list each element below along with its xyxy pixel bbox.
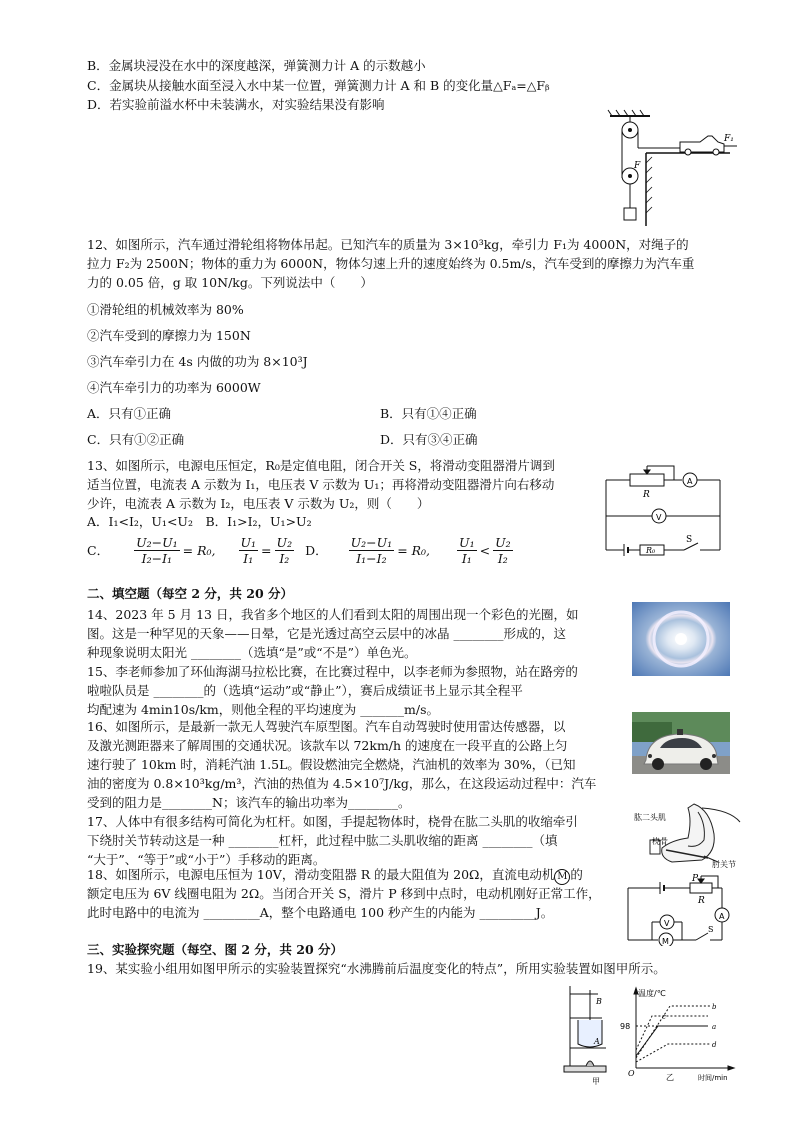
q18-motor-label: M — [662, 937, 669, 946]
section-2-heading: 二、填空题（每空 2 分，共 20 分） — [87, 586, 294, 601]
graph-line-c: c — [662, 1013, 666, 1021]
d2b-num: U₂ — [495, 534, 511, 550]
q18-voltmeter-label: V — [664, 919, 670, 928]
q16-line1: 16、如图所示，是最新一款无人驾驶汽车原型图。汽车自动驾驶时使用雷达传感器，以 — [87, 719, 566, 734]
c2b-fraction — [275, 535, 295, 566]
biceps-label: 肱二头肌 — [634, 813, 666, 822]
q17-line1: 17、人体中有很多结构可简化为杠杆。如图，手提起物体时，桡骨在肱二头肌的收缩牵引 — [87, 814, 578, 829]
q13-s-label: S — [686, 535, 693, 545]
graph-y-label: 温度/℃ — [638, 989, 666, 998]
boiling-apparatus-figure — [560, 980, 620, 1088]
q12-option-b[interactable]: B．只有①④正确 — [380, 406, 477, 421]
d1-rhs: = R₀, — [397, 542, 431, 558]
q13-options-ab[interactable]: A．I₁<I₂，U₁<U₂ B．I₁>I₂，U₁>U₂ — [87, 514, 312, 529]
c2-fraction — [239, 535, 259, 566]
arm-lever-figure — [632, 800, 747, 870]
q16-line3: 速行驶了 10km 时，消耗汽油 1.5L。假设燃油完全燃烧，汽油机的效率为 30%，（已知 — [87, 757, 576, 772]
c2-op: = — [261, 542, 272, 558]
graph-x-label: 时间/min — [698, 1074, 728, 1082]
motor-symbol: M — [554, 869, 570, 885]
self-driving-car-photo — [632, 712, 730, 774]
q13-option-c-label: C． — [87, 543, 110, 558]
q12-statement-4: ④汽车牵引力的功率为 6000W — [87, 380, 261, 395]
graph-yi-label: 乙 — [666, 1073, 674, 1082]
q18-line3: 此时电路中的电流为 _________A，整个电路通电 100 秒产生的内能为 _________J。 — [87, 905, 554, 920]
q18-circuit-figure — [622, 870, 734, 946]
q17-line3: “大于”、“等于”或“小于”）手移动的距离。 — [87, 852, 326, 867]
c1-den: I₂−I₁ — [141, 550, 173, 566]
q12-statement-2: ②汽车受到的摩擦力为 150N — [87, 328, 251, 343]
elbow-joint-label: 肘关节 — [712, 860, 736, 869]
q18-p-label: P — [692, 874, 699, 884]
q13-ammeter-label: A — [687, 477, 693, 486]
q13-line1: 13、如图所示，电源电压恒定，R₀是定值电阻，闭合开关 S，将滑动变阻器滑片调到 — [87, 458, 555, 473]
d2-den: I₁ — [461, 550, 472, 566]
q13-options-cd[interactable] — [87, 532, 516, 568]
apparatus-jia-label: 甲 — [592, 1077, 600, 1086]
q13-option-d-label: D． — [305, 543, 328, 558]
q13-circuit-figure — [600, 458, 730, 558]
q16-line5: 受到的阻力是________N；该汽车的输出功率为________。 — [87, 795, 411, 810]
q18-ammeter-label: A — [719, 912, 725, 921]
graph-line-d: d — [712, 1041, 717, 1049]
c1-fraction — [134, 535, 180, 566]
apparatus-a-label: A — [594, 1037, 600, 1046]
graph-line-a: a — [712, 1023, 717, 1031]
q12-line2: 拉力 F₂为 2500N；物体的重力为 6000N，物体匀速上升的速度始终为 0.5m/s，汽车受到的摩擦力为汽车重 — [87, 256, 695, 271]
temperature-graph-figure — [618, 986, 736, 1082]
q18-line2: 额定电压为 6V 线圈电阻为 2Ω。当闭合开关 S，滑片 P 移到中点时，电动机刚好正常工作， — [87, 886, 601, 901]
q17-line2: 下绕肘关节转动这是一种 ________杠杆，此过程中肱二头肌收缩的距离 ________（填 — [87, 833, 558, 848]
q13-voltmeter-label: V — [656, 513, 662, 522]
c2-num: U₁ — [240, 534, 257, 550]
graph-line-b: b — [712, 1003, 717, 1011]
q18-r-label: R — [698, 896, 705, 906]
d2-num: U₁ — [459, 534, 475, 550]
q18-line1-text: 18、如图所示，电源电压恒为 10V，滑动变阻器 R 的最大阻值为 20Ω，直流电动机 — [87, 867, 555, 882]
q14-line2: 图。这是一种罕见的天象——日晕，它是光透过高空云层中的冰晶 ________形成的，这 — [87, 626, 566, 641]
force-f1-label: F₁ — [724, 134, 734, 144]
apparatus-b-label: B — [596, 997, 602, 1006]
radius-bone-label: 桡骨 — [652, 837, 668, 846]
option-c-prev: C．金属块从接触水面至浸入水中某一位置，弹簧测力计 A 和 B 的变化量△Fₐ=△Fᵦ — [87, 78, 550, 93]
q12-line3: 力的 0.05 倍，g 取 10N/kg。下列说法中（ ） — [87, 275, 373, 290]
d2b-fraction — [493, 535, 513, 566]
q18-line1 — [87, 866, 583, 885]
q12-option-d[interactable]: D．只有③④正确 — [380, 432, 478, 447]
force-f-label: F — [634, 161, 641, 171]
d2b-den: I₂ — [497, 550, 508, 566]
q12-statement-1: ①滑轮组的机械效率为 80% — [87, 302, 244, 317]
c1-num: U₂−U₁ — [136, 534, 178, 550]
sun-halo-photo — [632, 602, 730, 676]
q18-s-label: S — [708, 925, 714, 934]
graph-origin-label: O — [628, 1069, 635, 1078]
q12-option-c[interactable]: C．只有①②正确 — [87, 432, 185, 447]
q19-line1: 19、某实验小组用如图甲所示的实验装置探究“水沸腾前后温度变化的特点”，所用实验装置如图甲所示。 — [87, 961, 666, 976]
q15-line1: 15、李老师参加了环仙海湖马拉松比赛，在比赛过程中，以李老师为参照物，站在路旁的 — [87, 664, 578, 679]
d1-num: U₂−U₁ — [350, 534, 393, 550]
q13-r-label: R — [643, 490, 650, 500]
q14-line3: 种现象说明太阳光 ________（选填“是”或“不是”）单色光。 — [87, 645, 417, 660]
q16-line2: 及激光测距器来了解周围的交通状况。该款车以 72km/h 的速度在一段平直的公路上匀 — [87, 738, 568, 753]
q15-line2: 啦啦队员是 ________的（选填“运动”或“静止”），赛后成绩证书上显示其全程平 — [87, 683, 523, 698]
q15-line3: 均配速为 4min10s/km，则他全程的平均速度为 _______m/s。 — [87, 702, 439, 717]
d2-fraction — [457, 535, 477, 566]
q16-line4: 油的密度为 0.8×10³kg/m³，汽油的热值为 4.5×10⁷J/kg，那么，在这段运动过程中：汽车 — [87, 776, 597, 791]
q13-line3: 少许，电流表 A 示数为 I₂，电压表 V 示数为 U₂，则（ ） — [87, 496, 430, 511]
option-d-prev: D．若实验前溢水杯中未装满水，对实验结果没有影响 — [87, 97, 385, 112]
q12-statement-3: ③汽车牵引力在 4s 内做的功为 8×10³J — [87, 354, 308, 369]
q13-r0-label: R₀ — [646, 546, 656, 555]
section-3-heading: 三、实验探究题（每空、图 2 分，共 20 分） — [87, 942, 344, 957]
d1-den: I₁−I₂ — [356, 550, 387, 566]
q18-line1-tail: 的 — [570, 867, 583, 882]
c1-rhs: = R₀, — [182, 542, 216, 558]
q12-line1: 12、如图所示，汽车通过滑轮组将物体吊起。已知汽车的质量为 3×10³kg，牵引力 F₁为 4000N，对绳子的 — [87, 237, 689, 252]
pulley-truck-figure — [600, 108, 740, 230]
d1-fraction — [349, 535, 395, 566]
c2b-den: I₂ — [279, 550, 290, 566]
q14-line1: 14、2023 年 5 月 13 日，我省多个地区的人们看到太阳的周围出现一个彩色的光圈，如 — [87, 607, 579, 622]
c2b-num: U₂ — [276, 534, 293, 550]
d2-op: < — [479, 542, 491, 558]
option-b-prev: B．金属块浸没在水中的深度越深，弹簧测力计 A 的示数越小 — [87, 58, 426, 73]
graph-98-label: 98 — [620, 1022, 631, 1031]
q13-line2: 适当位置，电流表 A 示数为 I₁，电压表 V 示数为 U₁；再将滑动变阻器滑片向右移动 — [87, 477, 555, 492]
q12-option-a[interactable]: A．只有①正确 — [87, 406, 172, 421]
c2-den: I₁ — [243, 550, 254, 566]
